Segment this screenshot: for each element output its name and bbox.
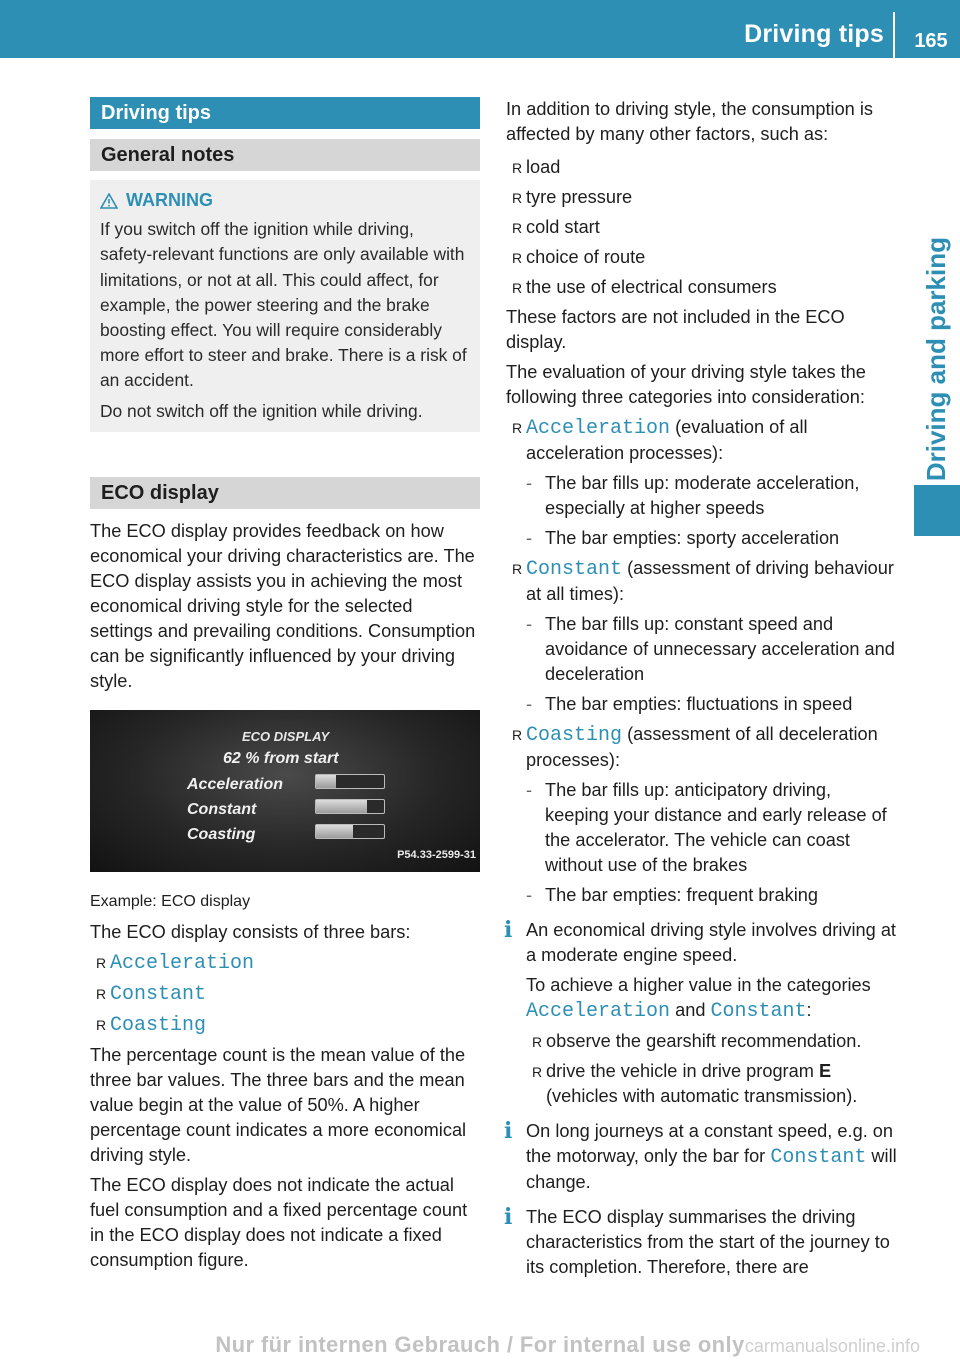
bar-list [90, 950, 480, 1038]
category-item: R Acceleration (evaluation of all acceleration processes): - The bar fills up: moderate acceleration, especially at higher speeds - The bar empties: sporty acceleration [512, 415, 898, 551]
figure-caption: Example: ECO display [90, 892, 251, 910]
page-number: 165 [914, 30, 948, 52]
warning-text: If you switch off the ignition while driving, safety-relevant functions are only available with limitations, or not at all. This could affect, for example, the power steering and the brake boosting effect. You will require considerably more effort to steer and brake. There is a risk of an accident. [100, 219, 467, 391]
left-column [90, 97, 480, 1278]
internal-use-notice: Nur für internen Gebrauch / For internal use only [215, 1332, 745, 1357]
evaluation-paragraph: The evaluation of your driving style takes the following three categories into consideration: [506, 362, 866, 407]
list-item: R cold start [512, 215, 898, 240]
subsection-title: General notes [90, 139, 480, 171]
running-header-title: Driving tips [744, 20, 884, 48]
eco-row-label: Constant [187, 800, 257, 818]
eco-bar [315, 824, 385, 839]
eco-bar-fill [316, 825, 353, 838]
mean-value-paragraph: The percentage count is the mean value of the three bar values. The three bars and the mean value begin at the value of 50%. A higher percentage count indicates a more economical driving style. [90, 1044, 467, 1165]
info-text: An economical driving style involves driving at a moderate engine speed. [526, 920, 896, 965]
list-item: R Acceleration [96, 950, 480, 976]
info-note [506, 1119, 898, 1195]
eco-bar-fill [316, 775, 336, 788]
eco-screen-subtitle: 62 % from start [223, 749, 339, 767]
bars-intro: The ECO display consists of three bars: [90, 921, 411, 942]
eco-screen-title: ECO DISPLAY [242, 728, 330, 744]
category-item: R Coasting (assessment of all deceleration processes): - The bar fills up: anticipatory driving, keeping your distance and early release of the accelerator. The vehicle can coast without use of the brakes - The bar empties: frequent braking [512, 722, 898, 908]
info-icon: i [504, 1204, 513, 1230]
header-divider [893, 12, 895, 58]
list-item: R Constant [96, 981, 480, 1007]
eco-bar [315, 799, 385, 814]
list-item: - The bar fills up: constant speed and avoidance of unnecessary acceleration and deceleration [526, 612, 898, 687]
chapter-tab-marker [914, 485, 960, 536]
info-icon: i [504, 917, 513, 943]
list-item: R Coasting [96, 1012, 480, 1038]
list-item: R the use of electrical consumers [512, 275, 898, 300]
eco-bar-fill [316, 800, 367, 813]
info-note [506, 1205, 898, 1280]
eco-intro-paragraph: The ECO display provides feedback on how economical your driving characteristics are. The ECO display assists you in achieving the most economical driving style for the selected settings and prevailing conditions. Consumption can be significantly influenced by your driving style. [90, 520, 476, 691]
warning-heading [100, 188, 470, 213]
eco-row-label: Coasting [187, 825, 256, 843]
eco-display-heading: ECO display [90, 477, 480, 509]
eco-display-figure [90, 710, 480, 872]
list-item: R drive the vehicle in drive program E (vehicles with automatic transmission). [532, 1059, 898, 1109]
section-title: Driving tips [90, 97, 480, 129]
category-item: R Constant (assessment of driving behaviour at all times): - The bar fills up: constant speed and avoidance of unnecessary acceleration and deceleration - The bar empties: fluctuations in speed [512, 556, 898, 717]
info-icon: i [504, 1118, 513, 1144]
factors-intro: In addition to driving style, the consumption is affected by many other factors, such as: [506, 99, 873, 144]
factor-list [506, 155, 898, 300]
list-item: - The bar fills up: moderate acceleration, especially at higher speeds [526, 471, 898, 521]
tip-list [526, 1029, 898, 1109]
info-text: The ECO display summarises the driving characteristics from the start of the journey to its completion. Therefore, there are [526, 1207, 890, 1277]
list-item: R choice of route [512, 245, 898, 270]
info-note [506, 918, 898, 1109]
eco-bar [315, 774, 385, 789]
not-included-paragraph: These factors are not included in the ECO display. [506, 307, 845, 352]
figure-code: P54.33-2599-31 [397, 848, 476, 861]
eco-row-label: Acceleration [187, 775, 284, 793]
list-item: - The bar empties: frequent braking [526, 883, 898, 908]
list-item: R observe the gearshift recommendation. [532, 1029, 898, 1054]
list-item: - The bar fills up: anticipatory driving, keeping your distance and early release of the accelerator. The vehicle can coast without use of the brakes [526, 778, 898, 878]
info-text: On long journeys at a constant speed, e.g. on the motorway, only the bar for Constant will change. [526, 1121, 897, 1192]
list-item: - The bar empties: sporty acceleration [526, 526, 898, 551]
warning-box [90, 180, 480, 432]
warning-label: WARNING [126, 190, 213, 210]
list-item: - The bar empties: fluctuations in speed [526, 692, 898, 717]
category-list [506, 415, 898, 908]
list-item: R load [512, 155, 898, 180]
watermark: carmanualsonline.info [744, 1336, 920, 1356]
info-text: To achieve a higher value in the categories Acceleration and Constant: [526, 975, 871, 1023]
right-column [506, 97, 898, 1285]
chapter-tab-label: Driving and parking [920, 236, 951, 481]
fuel-consumption-paragraph: The ECO display does not indicate the actual fuel consumption and a fixed percentage count in the ECO display does not indicate a fixed consumption figure. [90, 1174, 468, 1270]
list-item: R tyre pressure [512, 185, 898, 210]
warning-instruction: Do not switch off the ignition while driving. [100, 400, 423, 421]
warning-triangle-icon [100, 193, 118, 209]
